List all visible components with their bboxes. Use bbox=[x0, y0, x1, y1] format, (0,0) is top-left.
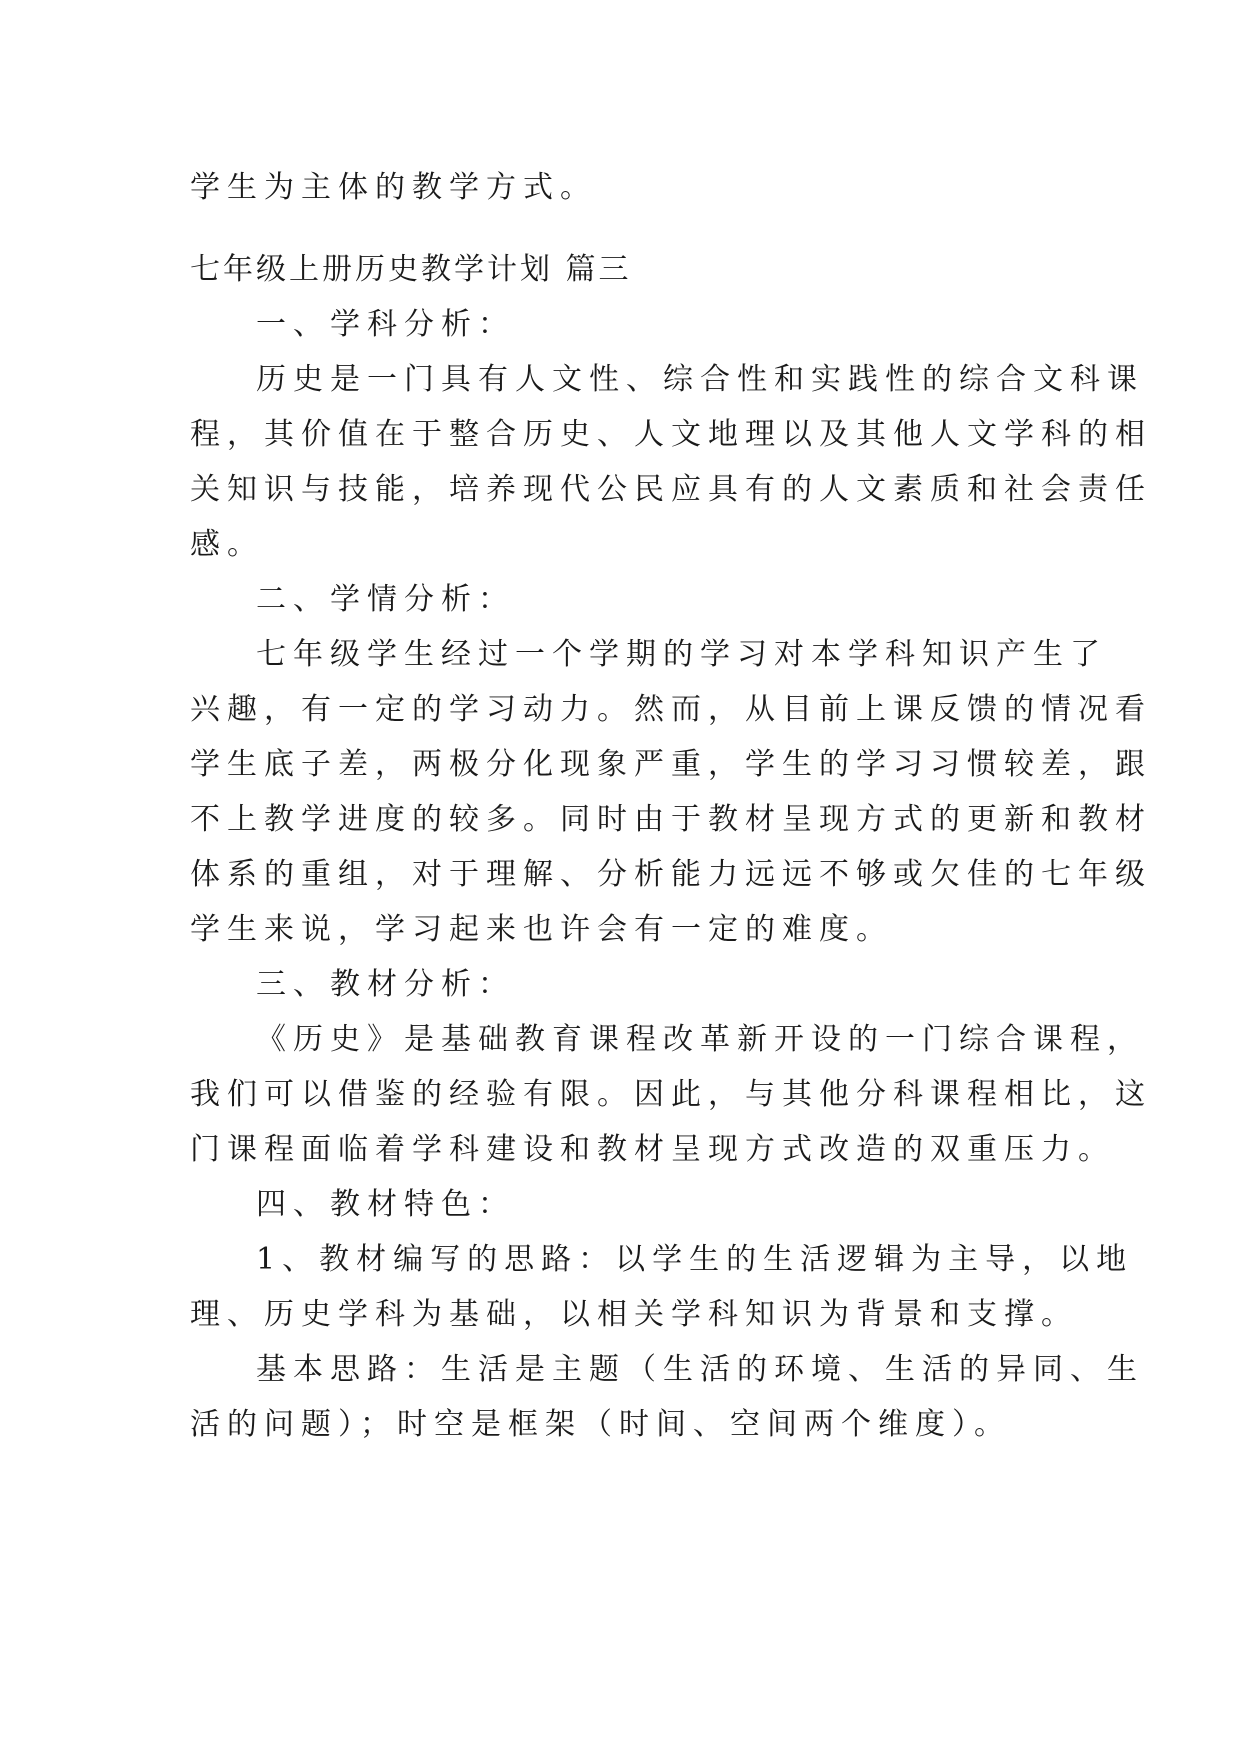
paragraph-line: 门课程面临着学科建设和教材呈现方式改造的双重压力。 bbox=[190, 1132, 1115, 1167]
paragraph-line: 程，其价值在于整合历史、人文地理以及其他人文学科的相 bbox=[190, 417, 1152, 452]
paragraph-line: 感。 bbox=[190, 527, 264, 562]
section-heading: 三、教材分析： bbox=[256, 967, 515, 1002]
paragraph-line: 基本思路：生活是主题（生活的环境、生活的异同、生 bbox=[256, 1352, 1144, 1387]
paragraph-line: 历史是一门具有人文性、综合性和实践性的综合文科课 bbox=[256, 362, 1144, 397]
section-heading: 四、教材特色： bbox=[256, 1187, 515, 1222]
paragraph-line: 七年级学生经过一个学期的学习对本学科知识产生了 bbox=[256, 637, 1107, 672]
paragraph-line: 学生为主体的教学方式。 bbox=[190, 170, 597, 205]
paragraph-line: 《历史》是基础教育课程改革新开设的一门综合课程， bbox=[256, 1022, 1144, 1057]
paragraph-line: 学生底子差，两极分化现象严重，学生的学习习惯较差，跟 bbox=[190, 747, 1152, 782]
section-title: 七年级上册历史教学计划 篇三 bbox=[190, 252, 632, 287]
paragraph-line: 关知识与技能，培养现代公民应具有的人文素质和社会责任 bbox=[190, 472, 1152, 507]
section-heading: 一、学科分析： bbox=[256, 307, 515, 342]
paragraph-line: 不上教学进度的较多。同时由于教材呈现方式的更新和教材 bbox=[190, 802, 1152, 837]
section-heading: 二、学情分析： bbox=[256, 582, 515, 617]
paragraph-line: 1、教材编写的思路：以学生的生活逻辑为主导，以地 bbox=[256, 1242, 1134, 1277]
paragraph-line: 学生来说，学习起来也许会有一定的难度。 bbox=[190, 912, 893, 947]
paragraph-line: 兴趣，有一定的学习动力。然而，从目前上课反馈的情况看 bbox=[190, 692, 1152, 727]
paragraph-line: 活的问题）；时空是框架（时间、空间两个维度）。 bbox=[190, 1407, 1011, 1442]
paragraph-line: 我们可以借鉴的经验有限。因此，与其他分科课程相比，这 bbox=[190, 1077, 1152, 1112]
paragraph-line: 理、历史学科为基础，以相关学科知识为背景和支撑。 bbox=[190, 1297, 1078, 1332]
paragraph-line: 体系的重组，对于理解、分析能力远远不够或欠佳的七年级 bbox=[190, 857, 1152, 892]
